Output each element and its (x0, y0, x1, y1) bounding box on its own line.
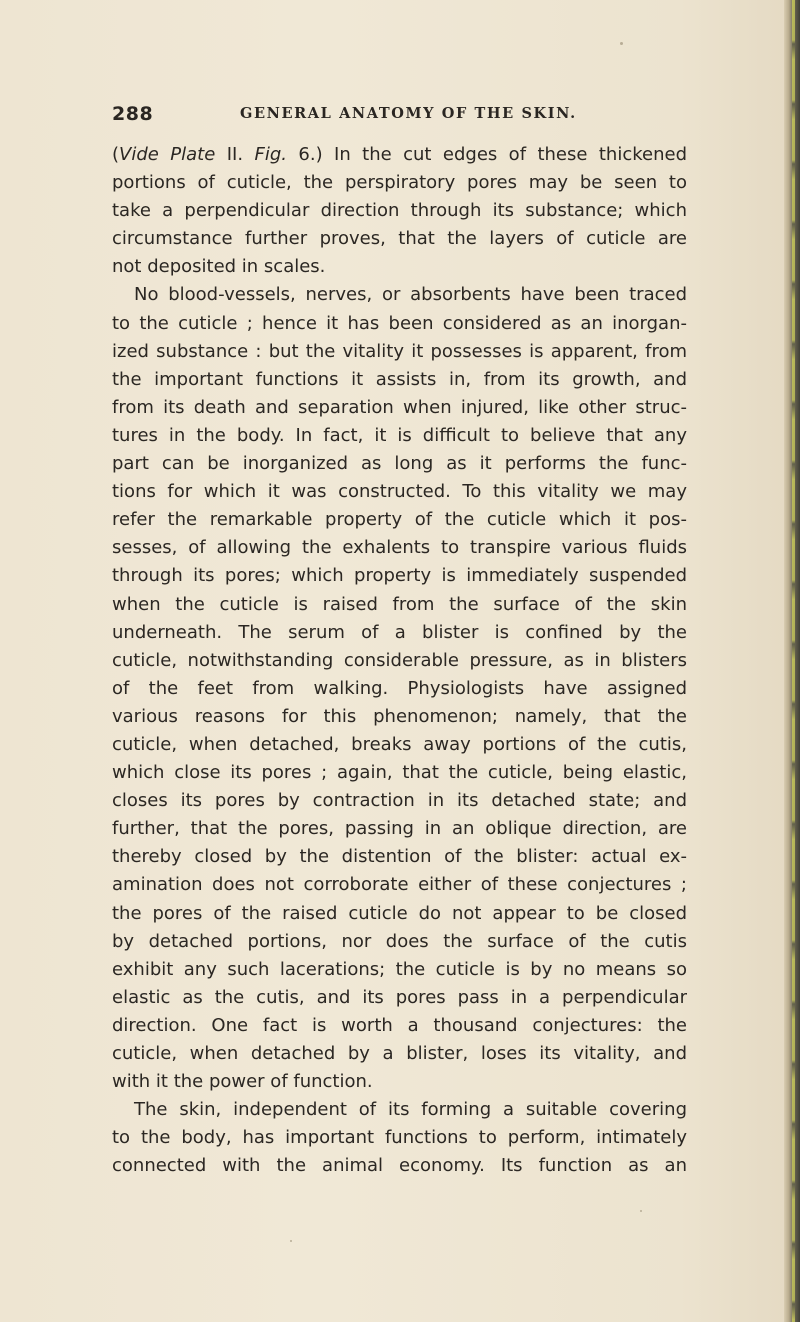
text-line: thereby closed by the distention of the blister: actual ex- (112, 846, 687, 868)
text-line: the important functions it assists in, from its growth, and (112, 368, 687, 390)
text-line: cuticle, when detached by a blister, loses its vitality, and (112, 1043, 687, 1064)
text-line: to the body, has important functions to perform, intimately (112, 1127, 687, 1149)
text-line: circumstance further proves, that the layers of cuticle are (112, 228, 687, 250)
text-line: exhibit any such lacerations; the cuticle is by no means so (112, 958, 687, 980)
text-line: refer the remarkable property of the cuticle which it pos- (112, 509, 687, 531)
text-line: various reasons for this phenomenon; namely, that the (112, 705, 687, 727)
figure-reference: Fig. (254, 144, 287, 165)
first-line-text: 6.) In the cut edges of these thickened (286, 144, 687, 165)
paper-speck (620, 42, 623, 45)
text-line: amination does not corroborate either of these conjectures ; (112, 874, 687, 896)
page-number: 288 (112, 103, 154, 125)
text-line: further, that the pores, passing in an oblique direction, are (112, 818, 687, 840)
text-line: ized substance : but the vitality it possesses is apparent, from (112, 340, 687, 362)
text-line: by detached portions, nor does the surface of the cutis (112, 930, 687, 952)
text-line: to the cuticle ; hence it has been considered as an inorgan- (112, 312, 687, 334)
text-line: when the cuticle is raised from the surface of the skin (112, 593, 687, 615)
text-line-1 (112, 141, 687, 169)
text-line: part can be inorganized as long as it performs the func- (112, 453, 687, 475)
text-line: which close its pores ; again, that the cuticle, being elastic, (112, 762, 687, 784)
text-line: tures in the body. In fact, it is difficult to believe that any (112, 424, 687, 446)
body-text (112, 141, 687, 1180)
text-line: connected with the animal economy. Its function as an (112, 1155, 687, 1177)
text-line: not deposited in scales. (112, 256, 326, 278)
open-paren: ( (112, 144, 120, 165)
text-line: tions for which it was constructed. To this vitality we may (112, 481, 687, 503)
text-line: sesses, of allowing the exhalents to transpire various fluids (112, 537, 687, 559)
plate-number: II. (215, 144, 255, 165)
text-line: cuticle, when detached, breaks away portions of the cutis, (112, 733, 687, 755)
text-line: portions of cuticle, the perspiratory pores may be seen to (112, 172, 687, 194)
text-line: underneath. The serum of a blister is confined by the (112, 621, 687, 643)
plate-reference: Vide Plate (119, 144, 216, 165)
text-line: elastic as the cutis, and its pores pass in a perpendicular (112, 986, 687, 1008)
text-line: direction. One fact is worth a thousand conjectures: the (112, 1014, 687, 1036)
paragraph-start: The skin, independent of its forming a suitable covering (134, 1099, 687, 1121)
text-line: from its death and separation when injured, like other struc- (112, 396, 687, 418)
running-title: GENERAL ANATOMY OF THE SKIN. (240, 105, 577, 122)
paper-speck (640, 1210, 642, 1212)
text-line: the pores of the raised cuticle do not appear to be closed (112, 902, 687, 924)
text-line: cuticle, notwithstanding considerable pressure, as in blisters (112, 649, 687, 671)
paper-speck (290, 1240, 292, 1242)
text-line: through its pores; which property is immediately suspended (112, 565, 687, 587)
text-line: closes its pores by contraction in its detached state; and (112, 790, 687, 812)
paragraph-start: No blood-vessels, nerves, or absorbents have been traced (134, 284, 687, 306)
text-line: with it the power of function. (112, 1071, 373, 1093)
page-header (112, 103, 682, 133)
text-line: take a perpendicular direction through its substance; which (112, 200, 687, 222)
book-binding-edge (784, 0, 800, 1322)
text-line: of the feet from walking. Physiologists have assigned (112, 677, 687, 699)
